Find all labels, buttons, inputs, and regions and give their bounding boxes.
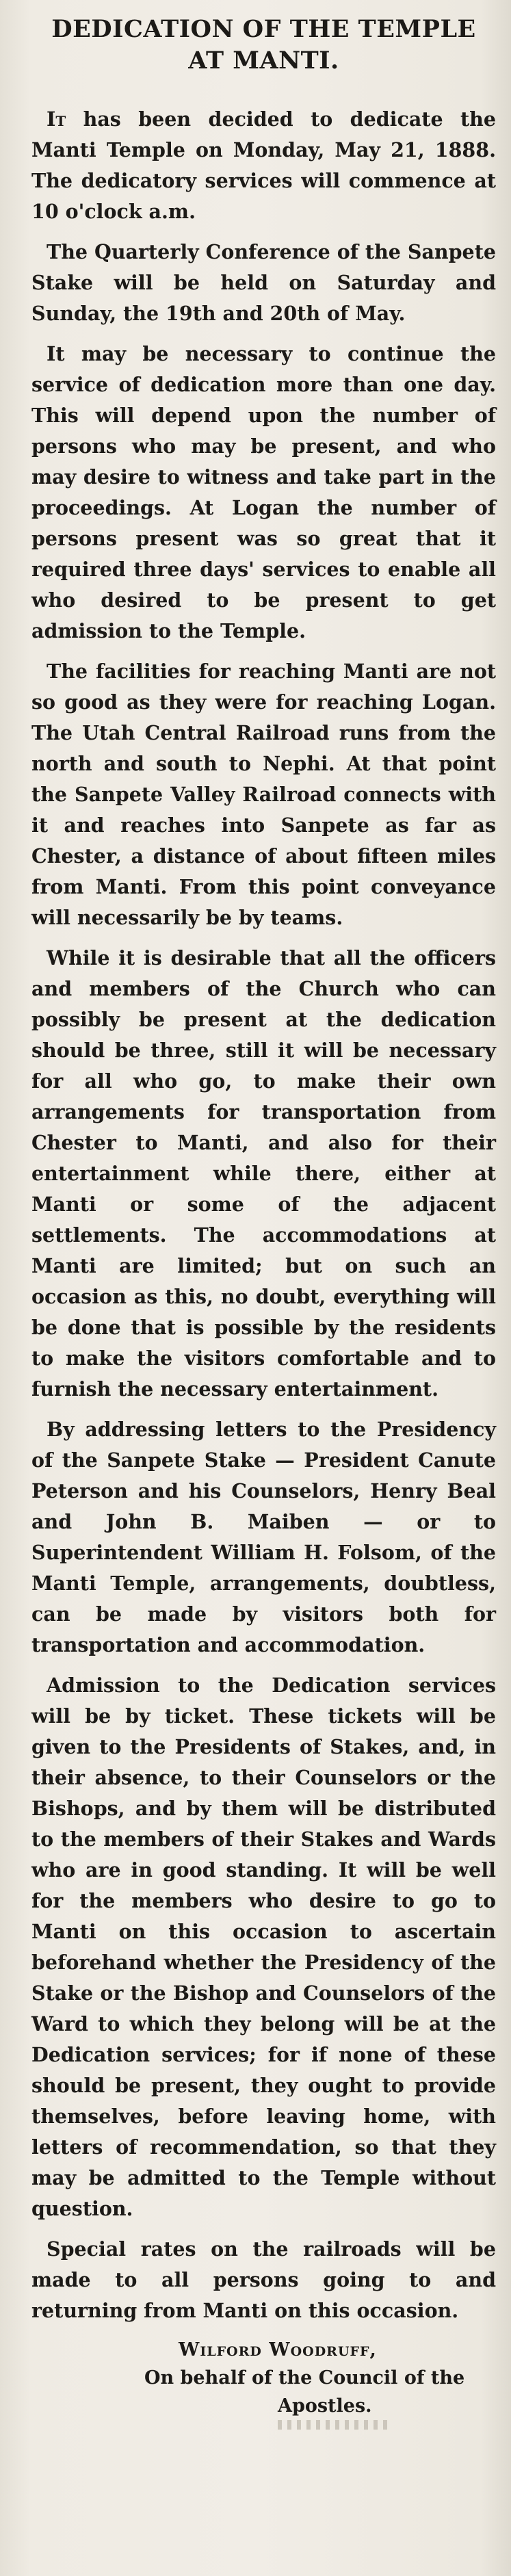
headline-line-2: AT MANTI.	[188, 47, 339, 75]
paragraph-admission: Admission to the Dedication services will be by ticket. These tickets will be given to the Presidents of Stakes, and, in their absence, to their Counselors or the Bishops, and by them will be distributed to the members of their Stakes and Wards who are in good standing. It will be well for the members who desire to go to Manti on this occasion to ascertain beforehand whether the Presidency of the Stake or the Bishop and Counselors of the Ward to which they belong will be at the Dedication services; for if none of these should be present, they ought to provide themselves, before leaving home, with letters of recommendation, so that they may be admitted to the Temple without question.	[31, 1674, 496, 2220]
print-smudge	[278, 2420, 387, 2430]
article-body	[31, 104, 496, 2326]
paragraph-dedication-date	[31, 104, 496, 227]
headline-line-1: DEDICATION OF THE TEMPLE	[51, 15, 476, 43]
signature-block	[31, 2336, 496, 2430]
headline	[31, 0, 496, 77]
paragraph-service-duration: It may be necessary to continue the service of dedication more than one day. This will depend upon the number of persons who may be present, and who may desire to witness and take part in the proceedings. At Logan the number of persons present was so great that it required three days' services to enable all who desired to be present to get admission to the Temple.	[31, 342, 496, 642]
signatory-apostles: Apostles.	[278, 2395, 372, 2417]
paragraph-quarterly-conference: The Quarterly Conference of the Sanpete Stake will be held on Saturday and Sunday, the 19th and 20th of May.	[31, 240, 496, 325]
signatory-behalf: On behalf of the Council of the	[144, 2367, 465, 2389]
paragraph-travel-facilities: The facilities for reaching Manti are not so good as they were for reaching Logan. The Utah Central Railroad runs from the north and south to Nephi. At that point the Sanpete Valley Railroad connects with it and reaches into Sanpete as far as Chester, a distance of about fifteen miles from Manti. From this point conveyance will necessarily be by teams.	[31, 660, 496, 929]
paragraph-contacts: By addressing letters to the Presidency of the Sanpete Stake — President Canute Peterson and his Counselors, Henry Beal and John B. Maiben — or to Superintendent William H. Folsom, of the Manti Temple, arrangements, doubtless, can be made by visitors both for transportation and accommodation.	[31, 1418, 496, 1656]
paragraph-railroad-rates: Special rates on the railroads will be made to all persons going to and returning from Manti on this occasion.	[31, 2237, 496, 2322]
lead-in-word: It	[47, 107, 66, 131]
paragraph-text: has been decided to dedicate the Manti Temple on Monday, May 21, 1888. The dedicatory services will commence at 10 o'clock a.m.	[31, 107, 496, 223]
paragraph-arrangements: While it is desirable that all the officers and members of the Church who can possibly be present at the dedication should be three, still it will be necessary for all who go, to make their own arrangements for transportation from Chester to Manti, and also for their entertainment while there, either at Manti or some of the adjacent settlements. The accommodations at Manti are limited; but on such an occasion as this, no doubt, everything will be done that is possible by the residents to make the visitors comfortable and to furnish the necessary entertainment.	[31, 946, 496, 1401]
signatory-name: Wilford Woodruff,	[179, 2339, 377, 2360]
